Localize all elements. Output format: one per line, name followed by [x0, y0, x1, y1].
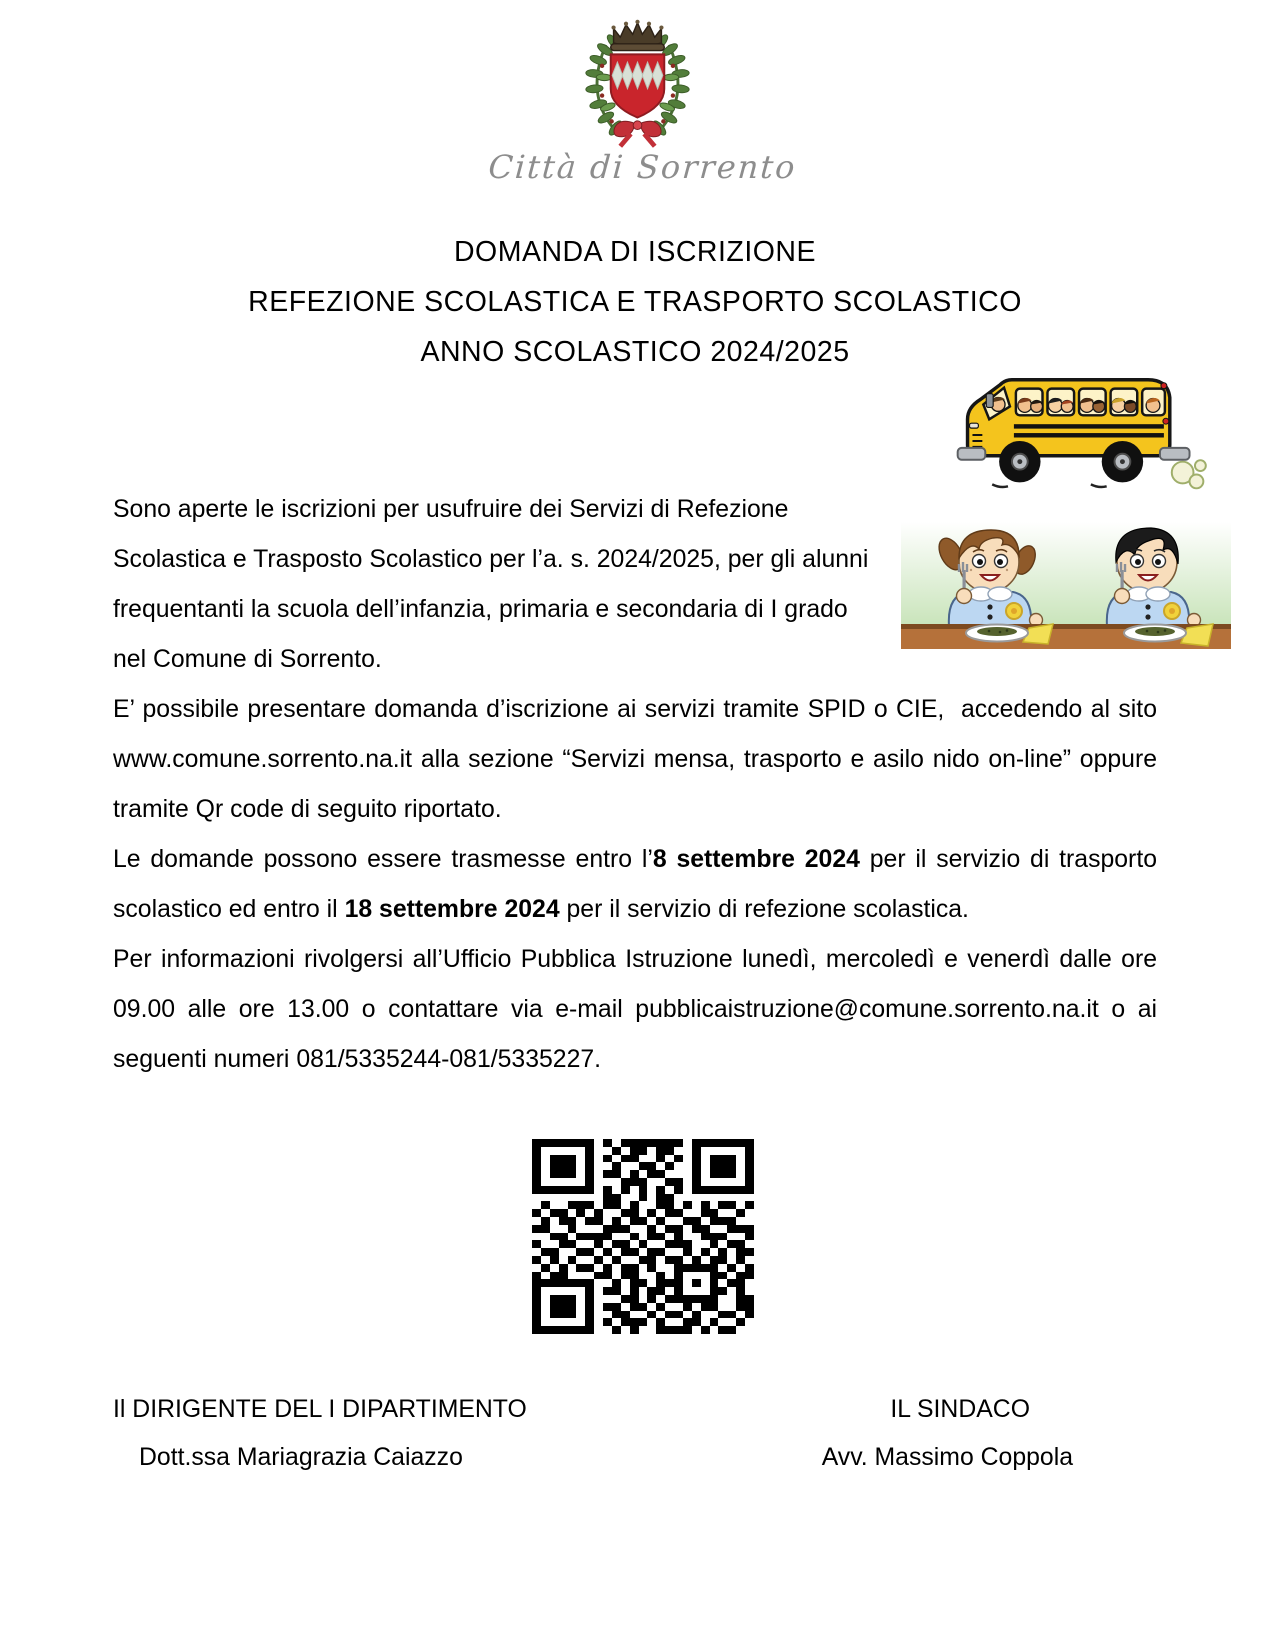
text-wrap-spacer [879, 485, 1157, 680]
bus-windows [1016, 389, 1165, 416]
signer-left-name: Dott.ssa Mariagrazia Caiazzo [139, 1444, 463, 1471]
paragraph-deadlines: Le domande possono essere trasmesse entro l’8 settembre 2024 per il servizio di trasporto scolastico ed entro il 18 settembre 2024 per il servizio di refezione scolastica. [113, 846, 1157, 923]
front-bumper [958, 448, 986, 460]
title-line-3: ANNO SCOLASTICO 2024/2025 [420, 336, 850, 368]
crest-caption: Città di Sorrento [487, 148, 798, 186]
qr-code [532, 1139, 754, 1334]
title-line-1: DOMANDA DI ISCRIZIONE [453, 236, 817, 268]
signer-right-title: IL SINDACO [890, 1396, 1030, 1423]
city-crest-icon [560, 18, 715, 152]
title-line-2: REFEZIONE SCOLASTICA E TRASPORTO SCOLASTICO [248, 286, 1022, 318]
exhaust-puff-icon [1172, 460, 1206, 488]
rear-bumper [1160, 448, 1190, 460]
crown-icon [611, 20, 665, 51]
signer-left-title: Il DIRIGENTE DEL I DIPARTIMENTO [113, 1396, 527, 1423]
paragraph-intro: Sono aperte le iscrizioni per usufruire dei Servizi di Refezione Scolastica e Trasposto Scolastico per l’a. s. 2024/2025, per gli alunni frequentanti la scuola dell’infanzia, primaria e secondaria di I grado nel Comune di Sorrento. [113, 496, 869, 673]
document-title-block [113, 227, 1157, 377]
paragraph-how-to-apply: E’ possibile presentare domanda d’iscrizione ai servizi tramite SPID o CIE, accedendo al sito www.comune.sorrento.na.it alla sezione “Servizi mensa, trasporto e asilo nido on-line” oppure tramite Qr code di seguito riportato. [113, 696, 1157, 823]
paragraph-contacts: Per informazioni rivolgersi all’Ufficio Pubblica Istruzione lunedì, mercoledì e venerdì dalle ore 09.00 alle ore 13.00 o contattare via e-mail pubblicaistruzione@comune.sorrento.na.it o ai seguenti numeri 081/5335244-081/5335227. [113, 946, 1157, 1073]
wheel-icon [1102, 441, 1143, 482]
signer-right-name: Avv. Massimo Coppola [821, 1444, 1073, 1471]
shield-icon [611, 54, 665, 117]
signature-block [113, 1386, 1157, 1482]
wheel-icon [999, 441, 1040, 482]
ribbon-icon [614, 121, 661, 146]
body-text [113, 485, 1157, 1085]
